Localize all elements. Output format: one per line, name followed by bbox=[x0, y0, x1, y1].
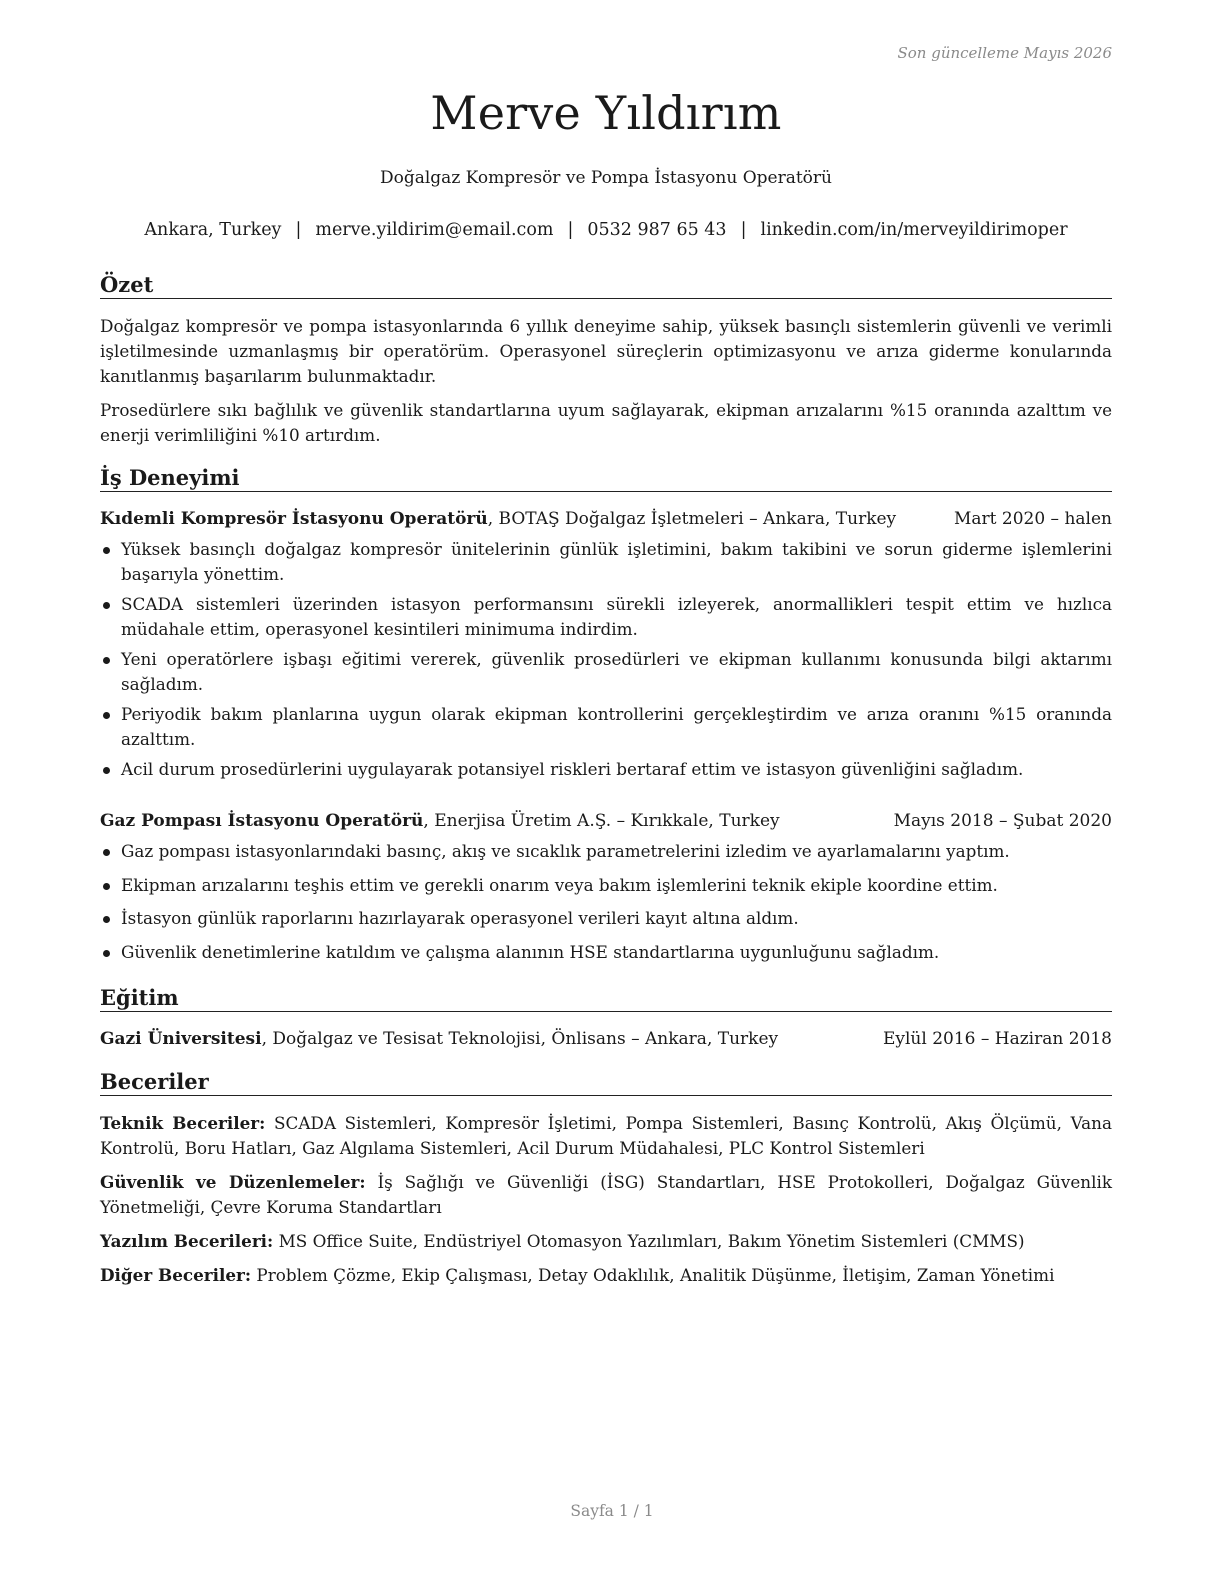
skill-row bbox=[100, 1263, 1112, 1288]
skill-items: MS Office Suite, Endüstriyel Otomasyon Yazılımları, Bakım Yönetim Sistemleri (CMMS) bbox=[273, 1231, 1025, 1251]
skill-row bbox=[100, 1170, 1112, 1220]
section-heading-skills: Beceriler bbox=[100, 1069, 1112, 1096]
email-link[interactable]: merve.yildirim@email.com bbox=[315, 220, 554, 240]
job-title: Doğalgaz Kompresör ve Pompa İstasyonu Operatörü bbox=[379, 168, 832, 188]
separator: | bbox=[295, 220, 302, 240]
section-heading-education: Eğitim bbox=[100, 985, 1112, 1012]
bullet-icon bbox=[103, 602, 110, 609]
skill-row bbox=[100, 1111, 1112, 1161]
skill-row bbox=[100, 1229, 1112, 1254]
list-item: Ekipman arızalarını teşhis ettim ve gerekli onarım veya bakım işlemlerini teknik ekiple koordine ettim. bbox=[100, 873, 1112, 898]
bullet-icon bbox=[103, 657, 110, 664]
section-heading-summary: Özet bbox=[100, 272, 1112, 299]
education-date: Eylül 2016 – Haziran 2018 bbox=[882, 1029, 1112, 1049]
linkedin-link[interactable]: linkedin.com/in/merveyildirimoper bbox=[760, 220, 1068, 240]
job-header bbox=[100, 809, 1112, 834]
bullet-icon bbox=[103, 767, 110, 774]
list-item: Periyodik bakım planlarına uygun olarak ekipman kontrollerini gerçekleştirdim ve arıza oranını %15 oranında azalttım. bbox=[100, 702, 1112, 752]
job-role: Gaz Pompası İstasyonu Operatörü bbox=[100, 811, 424, 831]
job-organization: , Enerjisa Üretim A.Ş. – Kırıkkale, Turkey bbox=[423, 811, 780, 831]
bullet-icon bbox=[103, 916, 110, 923]
list-item: Yüksek basınçlı doğalgaz kompresör ünitelerinin günlük işletimini, bakım takibini ve sorun giderme işlemlerini başarıyla yönettim. bbox=[100, 537, 1112, 587]
job-date: Mayıs 2018 – Şubat 2020 bbox=[893, 811, 1112, 831]
skill-items: İş Sağlığı ve Güvenliği (İSG) Standartları, HSE Protokolleri, Doğalgaz Güvenlik Yönetmeliği, Çevre Koruma Standartları bbox=[100, 1172, 1112, 1217]
candidate-name: Merve Yıldırım bbox=[430, 86, 782, 140]
contact-line bbox=[100, 220, 1112, 240]
list-item: Gaz pompası istasyonlarındaki basınç, akış ve sıcaklık parametrelerini izledim ve ayarlamalarını yaptım. bbox=[100, 839, 1112, 864]
list-item: İstasyon günlük raporlarını hazırlayarak operasyonel verileri kayıt altına aldım. bbox=[100, 906, 1112, 931]
list-item: Acil durum prosedürlerini uygulayarak potansiyel riskleri bertaraf ettim ve istasyon güvenliğini sağladım. bbox=[100, 757, 1112, 782]
skill-category: Diğer Beceriler: bbox=[100, 1265, 252, 1285]
job-header bbox=[100, 507, 1112, 532]
job-role: Kıdemli Kompresör İstasyonu Operatörü bbox=[100, 509, 488, 529]
bullet-icon bbox=[103, 849, 110, 856]
summary-paragraph: Doğalgaz kompresör ve pompa istasyonlarında 6 yıllık deneyime sahip, yüksek basınçlı sistemlerin güvenli ve verimli işletilmesinde uzmanlaşmış bir operatörüm. Operasyonel süreçlerin optimizasyonu ve arıza giderme konularında kanıtlanmış başarılarım bulunmaktadır. bbox=[100, 316, 1112, 386]
last-updated: Son güncelleme Mayıs 2026 bbox=[897, 44, 1112, 62]
bullet-icon bbox=[103, 883, 110, 890]
location: Ankara, Turkey bbox=[144, 220, 282, 240]
job-bullets bbox=[100, 839, 1112, 965]
separator: | bbox=[567, 220, 574, 240]
school-name: Gazi Üniversitesi bbox=[100, 1029, 262, 1049]
list-item: Yeni operatörlere işbaşı eğitimi vererek, güvenlik prosedürleri ve ekipman kullanımı konusunda bilgi aktarımı sağladım. bbox=[100, 647, 1112, 697]
education-entry bbox=[100, 1027, 1112, 1052]
job-bullets bbox=[100, 537, 1112, 782]
list-item: Güvenlik denetimlerine katıldım ve çalışma alanının HSE standartlarına uygunluğunu sağladım. bbox=[100, 940, 1112, 965]
section-heading-experience: İş Deneyimi bbox=[100, 465, 1112, 492]
skills-list bbox=[100, 1111, 1112, 1297]
degree-detail: , Doğalgaz ve Tesisat Teknolojisi, Önlisans – Ankara, Turkey bbox=[261, 1029, 779, 1049]
bullet-icon bbox=[103, 712, 110, 719]
skill-category: Yazılım Becerileri: bbox=[100, 1231, 274, 1251]
bullet-icon bbox=[103, 950, 110, 957]
skill-items: Problem Çözme, Ekip Çalışması, Detay Odaklılık, Analitik Düşünme, İletişim, Zaman Yönetimi bbox=[251, 1265, 1055, 1285]
job-date: Mart 2020 – halen bbox=[953, 509, 1112, 529]
skill-category: Güvenlik ve Düzenlemeler: bbox=[100, 1172, 366, 1192]
bullet-icon bbox=[103, 547, 110, 554]
separator: | bbox=[740, 220, 747, 240]
list-item: SCADA sistemleri üzerinden istasyon performansını sürekli izleyerek, anormallikleri tespit ettim ve hızlıca müdahale ettim, operasyonel kesintileri minimuma indirdim. bbox=[100, 592, 1112, 642]
skill-items: SCADA Sistemleri, Kompresör İşletimi, Pompa Sistemleri, Basınç Kontrolü, Akış Ölçümü, Vana Kontrolü, Boru Hatları, Gaz Algılama Sistemleri, Acil Durum Müdahalesi, PLC Kontrol Sistemleri bbox=[100, 1113, 1112, 1158]
summary-paragraph: Prosedürlere sıkı bağlılık ve güvenlik standartlarına uyum sağlayarak, ekipman arızalarını %15 oranında azalttım ve enerji verimliliğini %10 artırdım. bbox=[100, 400, 1112, 445]
job-organization: , BOTAŞ Doğalgaz İşletmeleri – Ankara, Turkey bbox=[487, 509, 897, 529]
page-number: Sayfa 1 / 1 bbox=[570, 1502, 654, 1520]
phone: 0532 987 65 43 bbox=[587, 220, 727, 240]
skill-category: Teknik Beceriler: bbox=[100, 1113, 266, 1133]
